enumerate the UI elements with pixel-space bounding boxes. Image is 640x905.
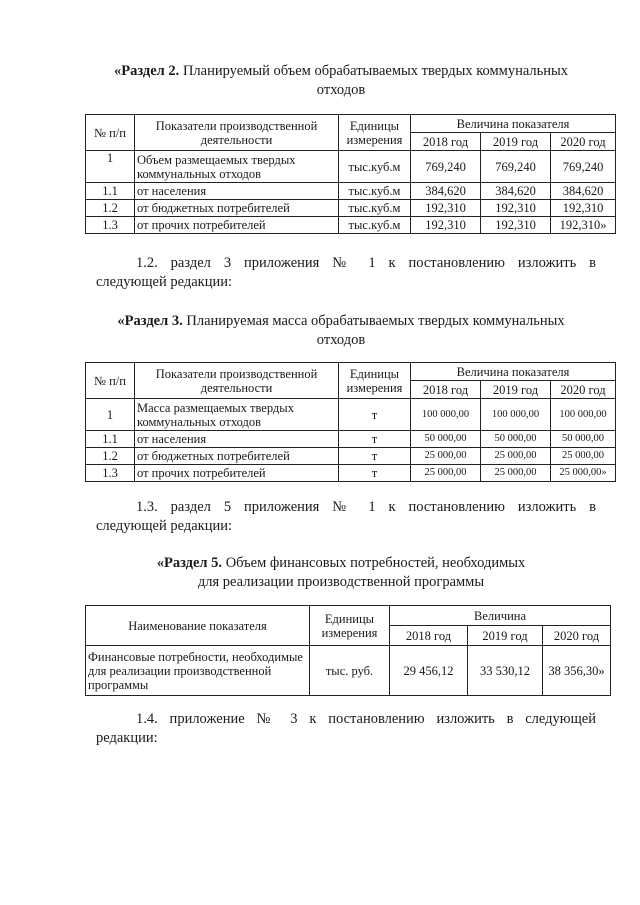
row-name: Финансовые потребности, необходимые для реализации производственной программы — [86, 646, 310, 696]
section-5-title — [96, 554, 586, 592]
header-value: Величина показателя — [411, 115, 616, 133]
row-name: от бюджетных потребителей — [135, 448, 339, 465]
table-row — [86, 200, 616, 217]
row-num: 1 — [86, 399, 135, 431]
paragraph-1-2 — [96, 254, 596, 292]
section-3-title — [96, 312, 586, 350]
header-year: 2019 год — [481, 133, 551, 151]
header-year: 2020 год — [551, 133, 616, 151]
table-row — [86, 646, 611, 696]
row-name: от населения — [135, 183, 339, 200]
row-name: от населения — [135, 431, 339, 448]
row-value: 50 000,00 — [411, 431, 481, 448]
section-5-title-line2: для реализации производственной программы — [197, 574, 485, 590]
row-value: 769,240 — [411, 151, 481, 183]
section-2-title-line2: отходов — [316, 82, 366, 98]
section-2-table — [85, 114, 616, 234]
paragraph-1-3 — [96, 498, 596, 536]
row-value: 192,310 — [481, 200, 551, 217]
row-value: 25 000,00 — [481, 465, 551, 482]
row-value: 192,310 — [481, 217, 551, 234]
header-num: № п/п — [86, 115, 135, 151]
paragraph-line: редакции: — [96, 730, 158, 746]
row-value: 384,620 — [551, 183, 616, 200]
table-row — [86, 217, 616, 234]
row-num: 1.1 — [86, 183, 135, 200]
header-units: Единицы измерения — [310, 606, 390, 646]
row-value: 192,310 — [551, 200, 616, 217]
row-num: 1.2 — [86, 200, 135, 217]
row-value: 25 000,00 — [481, 448, 551, 465]
row-unit: т — [339, 465, 411, 482]
header-value: Величина показателя — [411, 363, 616, 381]
header-year: 2020 год — [543, 626, 611, 646]
row-value: 25 000,00» — [551, 465, 616, 482]
row-value: 192,310» — [551, 217, 616, 234]
row-unit: тыс.куб.м — [339, 200, 411, 217]
header-year: 2020 год — [551, 381, 616, 399]
row-num: 1.2 — [86, 448, 135, 465]
header-indicator: Показатели производственной деятельности — [135, 115, 339, 151]
row-value: 100 000,00 — [411, 399, 481, 431]
row-value: 192,310 — [411, 200, 481, 217]
row-value: 38 356,30» — [543, 646, 611, 696]
table-row — [86, 399, 616, 431]
header-units: Единицы измерения — [339, 115, 411, 151]
row-value: 769,240 — [481, 151, 551, 183]
section-2-title-text: Планируемый объем обрабатываемых твердых коммунальных — [179, 63, 569, 79]
header-units: Единицы измерения — [339, 363, 411, 399]
row-value: 25 000,00 — [411, 448, 481, 465]
row-value: 25 000,00 — [411, 465, 481, 482]
row-unit: тыс.куб.м — [339, 217, 411, 234]
section-5-title-text: Объем финансовых потребностей, необходимых — [222, 555, 526, 571]
paragraph-line: следующей редакции: — [96, 274, 233, 290]
row-value: 25 000,00 — [551, 448, 616, 465]
section-5-table — [85, 605, 611, 696]
row-name: от прочих потребителей — [135, 465, 339, 482]
header-year: 2018 год — [411, 381, 481, 399]
row-unit: т — [339, 431, 411, 448]
section-3-table — [85, 362, 616, 482]
row-unit: тыс.куб.м — [339, 183, 411, 200]
row-value: 769,240 — [551, 151, 616, 183]
row-unit: тыс. руб. — [310, 646, 390, 696]
row-value: 192,310 — [411, 217, 481, 234]
header-year: 2019 год — [468, 626, 543, 646]
section-2-title — [96, 62, 586, 100]
section-3-title-line2: отходов — [316, 332, 366, 348]
section-3-title-text: Планируемая масса обрабатываемых твердых коммунальных — [182, 313, 565, 329]
row-num: 1.1 — [86, 431, 135, 448]
row-value: 100 000,00 — [551, 399, 616, 431]
paragraph-line: 1.4. приложение № 3 к постановлению изложить в следующей — [136, 711, 596, 727]
row-unit: т — [339, 399, 411, 431]
section-2-title-bold: «Раздел 2. — [113, 63, 180, 79]
row-name: Объем размещаемых твердых коммунальных отходов — [135, 151, 339, 183]
header-indicator: Показатели производственной деятельности — [135, 363, 339, 399]
row-value: 29 456,12 — [390, 646, 468, 696]
row-value: 50 000,00 — [551, 431, 616, 448]
header-name: Наименование показателя — [86, 606, 310, 646]
row-num: 1.3 — [86, 465, 135, 482]
header-year: 2019 год — [481, 381, 551, 399]
paragraph-1-4 — [96, 710, 596, 748]
table-row — [86, 183, 616, 200]
row-value: 384,620 — [411, 183, 481, 200]
table-row — [86, 448, 616, 465]
row-value: 384,620 — [481, 183, 551, 200]
row-value: 50 000,00 — [481, 431, 551, 448]
table-row — [86, 151, 616, 183]
header-year: 2018 год — [390, 626, 468, 646]
row-name: от бюджетных потребителей — [135, 200, 339, 217]
row-name: от прочих потребителей — [135, 217, 339, 234]
row-unit: т — [339, 448, 411, 465]
header-num: № п/п — [86, 363, 135, 399]
header-year: 2018 год — [411, 133, 481, 151]
row-value: 100 000,00 — [481, 399, 551, 431]
header-value: Величина — [390, 606, 611, 626]
row-value: 33 530,12 — [468, 646, 543, 696]
row-unit: тыс.куб.м — [339, 151, 411, 183]
row-num: 1 — [86, 151, 135, 183]
table-row — [86, 431, 616, 448]
row-name: Масса размещаемых твердых коммунальных отходов — [135, 399, 339, 431]
paragraph-line: 1.2. раздел 3 приложения № 1 к постановлению изложить в — [136, 255, 596, 271]
section-5-title-bold: «Раздел 5. — [156, 555, 223, 571]
row-num: 1.3 — [86, 217, 135, 234]
paragraph-line: 1.3. раздел 5 приложения № 1 к постановлению изложить в — [136, 499, 596, 515]
table-row — [86, 465, 616, 482]
paragraph-line: следующей редакции: — [96, 518, 233, 534]
section-3-title-bold: «Раздел 3. — [117, 313, 183, 329]
